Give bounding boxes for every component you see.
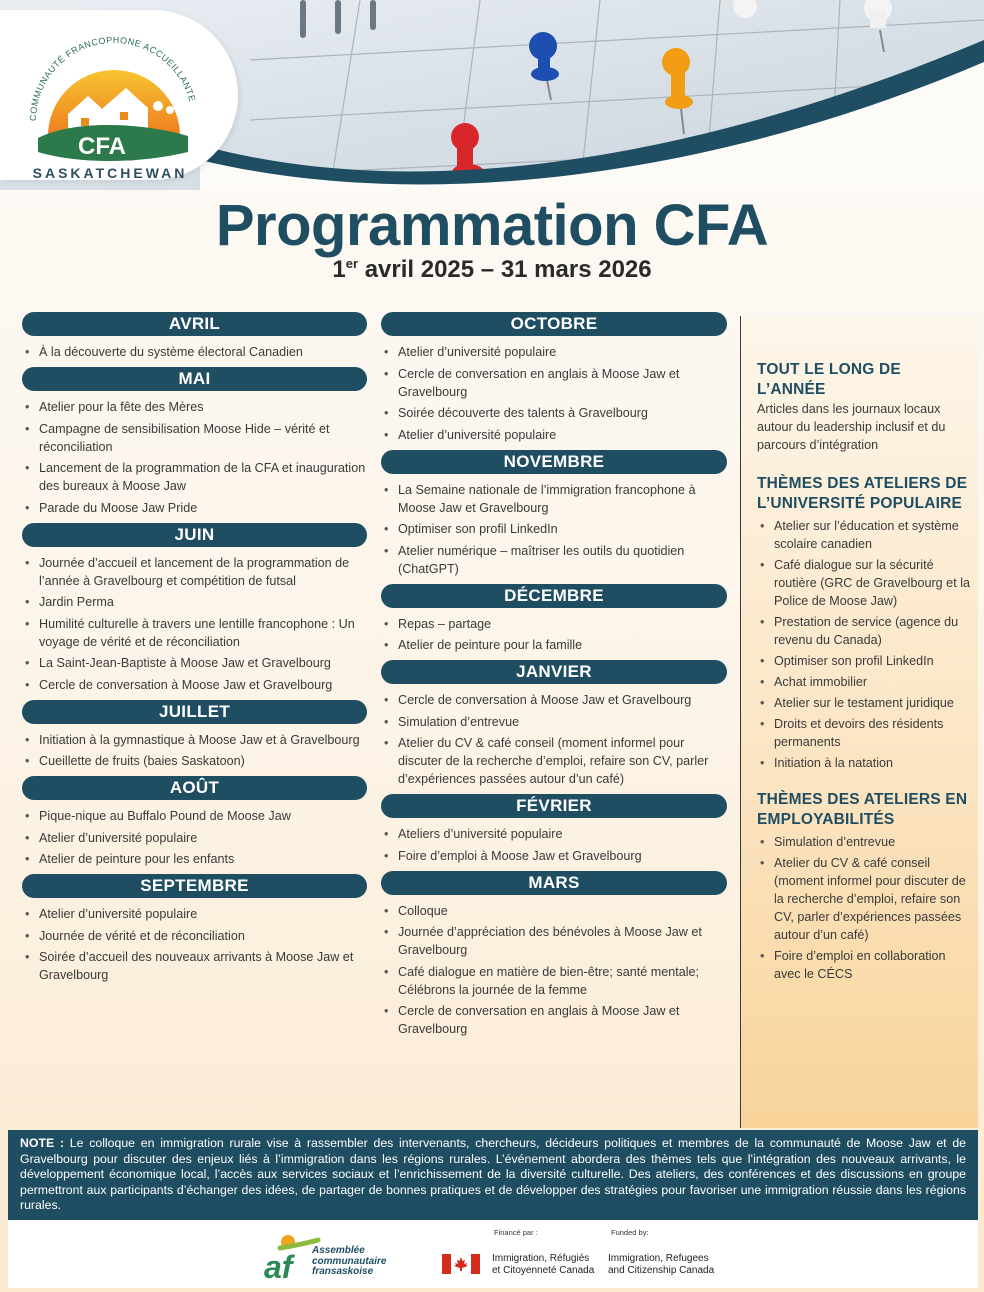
ircc-line: and Citizenship Canada [608, 1264, 715, 1276]
page-title: Programmation CFA [215, 193, 769, 258]
list-item: • Atelier du CV & café conseil (moment informel pour discuter de la recherche d’emploi, refaire son CV, parler d’expériences passées autour d’un café) [381, 734, 727, 788]
month-section [381, 312, 727, 444]
list-item: • Cueillette de fruits (baies Saskatoon) [22, 752, 367, 770]
ircc-line: Immigration, Refugees [608, 1253, 709, 1264]
funded-by-en: Funded by: [611, 1228, 649, 1237]
month-section [22, 700, 367, 771]
subtitle-day: 1 [332, 256, 346, 283]
list-item: • Atelier de peinture pour la famille [381, 636, 727, 654]
list-item: • La Saint-Jean-Baptiste à Moose Jaw et Gravelbourg [22, 654, 367, 672]
list-item: • Atelier de peinture pour les enfants [22, 850, 367, 868]
list-item: • Optimiser son profil LinkedIn [757, 652, 971, 670]
month-header: SEPTEMBRE [22, 874, 367, 898]
list-item: • Simulation d’entrevue [381, 713, 727, 731]
all-year-description: Articles dans les journaux locaux autour du leadership inclusif et du parcours d’intégration [757, 402, 946, 452]
list-item: • Optimiser son profil LinkedIn [381, 520, 727, 538]
svg-text:af: af [264, 1249, 293, 1282]
list-item: • Parade du Moose Jaw Pride [22, 499, 367, 517]
subtitle-dates: avril 2025 – 31 mars 2026 [358, 256, 652, 283]
funded-by-fr: Financé par : [494, 1228, 538, 1237]
list-item: • Journée de vérité et de réconciliation [22, 927, 367, 945]
page-subtitle [0, 256, 984, 284]
list-item: • Atelier du CV & café conseil (moment informel pour discuter de la recherche d’emploi, refaire son CV, parler d’expériences passées autour d’un café) [757, 854, 971, 944]
popular-heading: THÈMES DES ATELIERS DE L’UNIVERSITÉ POPULAIRE [757, 475, 968, 512]
month-section [381, 660, 727, 788]
month-section [381, 584, 727, 655]
svg-text:CFA: CFA [78, 133, 126, 160]
list-item: • Humilité culturelle à travers une lentille francophone : Un voyage de vérité et de réconciliation [22, 615, 367, 651]
month-section [22, 523, 367, 694]
month-header: AVRIL [22, 312, 367, 336]
ircc-name-en [608, 1253, 714, 1276]
logo-province: SASKATCHEWAN [32, 165, 188, 181]
list-item: • Ateliers d’université populaire [381, 825, 727, 843]
header [0, 0, 984, 190]
list-item: • À la découverte du système électoral Canadien [22, 343, 367, 361]
list-item: • Simulation d’entrevue [757, 833, 971, 851]
list-item: • Foire d’emploi à Moose Jaw et Gravelbourg [381, 847, 727, 865]
list-item: • Droits et devoirs des résidents permanents [757, 715, 971, 751]
af-line: Assemblée [312, 1245, 365, 1256]
list-item: • Achat immobilier [757, 673, 971, 691]
list-item: • Repas – partage [381, 615, 727, 633]
footer [8, 1220, 978, 1288]
list-item: • Lancement de la programmation de la CFA et inauguration des bureaux à Moose Jaw [22, 459, 367, 495]
list-item: • Café dialogue sur la sécurité routière (GRC de Gravelbourg et la Police de Moose Jaw) [757, 556, 971, 610]
month-header: JUIN [22, 523, 367, 547]
month-section [381, 794, 727, 865]
month-header: FÉVRIER [381, 794, 727, 818]
ircc-line: et Citoyenneté Canada [492, 1264, 595, 1276]
month-header: DÉCEMBRE [381, 584, 727, 608]
month-section [22, 312, 367, 361]
list-item: • Soirée d’accueil des nouveaux arrivants à Moose Jaw et Gravelbourg [22, 948, 367, 984]
month-header: OCTOBRE [381, 312, 727, 336]
list-item: • Colloque [381, 902, 727, 920]
list-item: • Cercle de conversation à Moose Jaw et Gravelbourg [381, 691, 727, 709]
month-header: AOÛT [22, 776, 367, 800]
list-item: • Atelier numérique – maîtriser les outils du quotidien (ChatGPT) [381, 542, 727, 578]
list-item: • Journée d’appréciation des bénévoles à Moose Jaw et Gravelbourg [381, 923, 727, 959]
af-wordmark [312, 1246, 386, 1278]
list-item: • Campagne de sensibilisation Moose Hide – vérité et réconciliation [22, 420, 367, 456]
ircc-line: Immigration, Réfugiés [492, 1253, 590, 1264]
list-item: • Atelier sur le testament juridique [757, 694, 971, 712]
month-header: MAI [22, 367, 367, 391]
list-item: • Pique-nique au Buffalo Pound de Moose Jaw [22, 807, 367, 825]
month-header: JANVIER [381, 660, 727, 684]
list-item: • Atelier d’université populaire [22, 829, 367, 847]
list-item: • Cercle de conversation en anglais à Moose Jaw et Gravelbourg [381, 365, 727, 401]
note-box [8, 1130, 978, 1220]
cfa-logo [0, 10, 238, 180]
list-item: • Atelier pour la fête des Mères [22, 398, 367, 416]
list-item: • Initiation à la gymnastique à Moose Jaw et à Gravelbourg [22, 731, 367, 749]
af-line: fransaskoise [312, 1266, 374, 1277]
month-header: JUILLET [22, 700, 367, 724]
list-item: • Atelier sur l’éducation et système scolaire canadien [757, 517, 971, 553]
left-column [22, 312, 367, 990]
canada-flag-icon [442, 1254, 480, 1274]
list-item: • Journée d’accueil et lancement de la programmation de l’année à Gravelbourg et compétition de futsal [22, 554, 367, 590]
themes-panel [740, 316, 978, 1128]
list-item: • Cercle de conversation en anglais à Moose Jaw et Gravelbourg [381, 1002, 727, 1038]
month-section [381, 871, 727, 1039]
middle-column [381, 312, 727, 1044]
list-item: • La Semaine nationale de l’immigration francophone à Moose Jaw et Gravelbourg [381, 481, 727, 517]
svg-text:COMMUNAUTÉ FRANCOPHONE ACCUEIL: COMMUNAUTÉ FRANCOPHONE ACCUEILLANTE [27, 34, 198, 122]
list-item: • Atelier d’université populaire [22, 905, 367, 923]
month-header: MARS [381, 871, 727, 895]
month-section [22, 367, 367, 517]
list-item: • Prestation de service (agence du revenu du Canada) [757, 613, 971, 649]
month-section [381, 450, 727, 578]
note-label: NOTE : [20, 1136, 65, 1150]
month-section [22, 874, 367, 984]
employability-heading: THÈMES DES ATELIERS EN EMPLOYABILITÉS [757, 791, 968, 828]
note-text: Le colloque en immigration rurale vise à rassembler des intervenants, chercheurs, décideurs politiques et membres de la communauté de Moose Jaw et de Gravelbourg pour discuter des enjeux liés à l’immigration dans les régions rurales. L’événement abordera des thèmes tels que l’intégration des nouveaux arrivants, le développement économique local, l’accès aux services sociaux et l’enrichissement de la diversité culturelle. Des ateliers, des conférences et des discussions en groupe permettront aux participants d’échanger des idées, de partager de bonnes pratiques et de développer des stratégies pour favoriser une immigration réussie dans les régions rurales. [20, 1136, 967, 1212]
list-item: • Initiation à la natation [757, 754, 971, 772]
list-item: • Atelier d’université populaire [381, 426, 727, 444]
list-item: • Cercle de conversation à Moose Jaw et Gravelbourg [22, 676, 367, 694]
subtitle-ordinal: er [345, 256, 359, 271]
list-item: • Foire d’emploi en collaboration avec le CÉCS [757, 947, 971, 983]
list-item: • Atelier d’université populaire [381, 343, 727, 361]
af-line: communautaire [312, 1255, 387, 1267]
ircc-name-fr [492, 1253, 594, 1276]
all-year-heading: TOUT LE LONG DE L’ANNÉE [757, 361, 901, 398]
month-header: NOVEMBRE [381, 450, 727, 474]
list-item: • Jardin Perma [22, 593, 367, 611]
month-section [22, 776, 367, 868]
list-item: • Café dialogue en matière de bien-être; santé mentale; Célébrons la journée de la femme [381, 963, 727, 999]
list-item: • Soirée découverte des talents à Gravelbourg [381, 404, 727, 422]
